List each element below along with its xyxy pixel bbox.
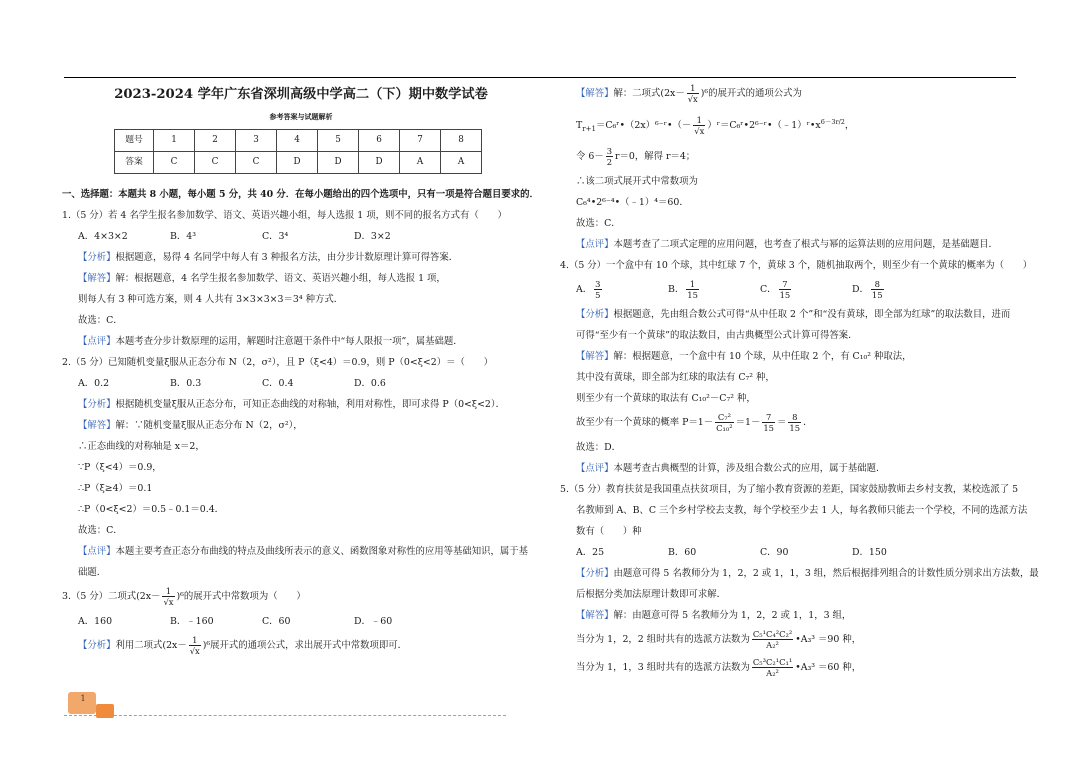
denominator: A₂² [766, 668, 779, 678]
case-result: •A₃³ ＝60 种， [795, 662, 862, 673]
table-cell: A [400, 152, 441, 174]
comment-text: 本题考查古典概型的计算，涉及组合数公式的应用，属于基础题． [613, 463, 886, 474]
analysis [62, 394, 540, 415]
analysis-text: 由题意可得 5 名教师分为 1，2，2 或 1，1，3 组，然后根据排列组合的计数性质分别求出方法数，最 [613, 568, 1039, 579]
option-a: A．0.2 [78, 378, 110, 389]
table-header-cell: 题号 [115, 130, 154, 152]
fraction [762, 412, 775, 433]
fraction [594, 279, 601, 300]
numerator: 1 [687, 83, 699, 94]
q3-expr: (2x－ [136, 591, 161, 602]
question-5-cont: 名教师到 A、B、C 三个乡村学校去支教，每个学校至少去 1 人，每名教师只能去一个学校，不同的选派方法 [576, 505, 1028, 516]
question-4: 4.（5 分）一个盒中有 10 个球，其中红球 7 个，黄球 3 个，随机抽取两个，则至少有一个黄球的概率为（ ） [560, 260, 1033, 271]
table-header-cell: 答案 [115, 152, 154, 174]
comment-tag: 【点评】 [78, 336, 116, 347]
option-d: D．0.6 [354, 378, 386, 389]
comment [560, 234, 1020, 255]
denominator: 2 [606, 157, 613, 167]
table-cell: 5 [318, 130, 359, 152]
numerator: 8 [871, 279, 884, 290]
numerator: 1 [693, 115, 705, 126]
exponent: 6－3r/2 [820, 118, 845, 126]
options-row [62, 373, 540, 394]
denominator: 15 [789, 423, 801, 433]
exam-subtitle: 参考答案与试题解析 [269, 112, 333, 121]
solution-line: ∴P（0<ξ<2）＝0.5﹣0.1＝0.4． [78, 504, 225, 515]
question-3 [62, 583, 540, 611]
prob-eq: ＝1－ [735, 417, 761, 428]
solution-tag: 【解答】 [576, 610, 614, 621]
table-cell: 3 [236, 130, 277, 152]
option-d: D．﹣60 [354, 616, 393, 627]
general-term [560, 108, 1020, 143]
expr: (2x－ [660, 88, 685, 99]
table-cell: C [154, 152, 195, 174]
answer-line: 故选：C． [576, 218, 621, 229]
numerator: 8 [788, 412, 801, 423]
solution [560, 605, 1020, 626]
comment-text: 本题考查了二项式定理的应用问题，也考查了根式与幂的运算法则的应用问题，是基础题目． [613, 239, 998, 250]
option-d [852, 276, 886, 304]
footer-dashed-line [64, 715, 506, 716]
comment-tag: 【点评】 [78, 546, 116, 557]
table-row [115, 130, 482, 152]
analysis-text: 根据题意，先由组合数公式可得“从中任取 2 个”和“没有黄球，即全部为红球”的取法数目，进而 [613, 309, 1011, 320]
fraction [871, 279, 884, 300]
question-2: 2.（5 分）已知随机变量ξ服从正态分布 N（2，σ²），且 P（ξ<4）＝0.9，则 P（0<ξ<2）＝（ ） [62, 357, 493, 368]
option-b: B．4³ [170, 231, 196, 242]
options-row [560, 542, 1020, 563]
page-number: 1 [80, 694, 86, 703]
option-a-label: A． [576, 284, 593, 295]
analysis-tag: 【分析】 [576, 309, 614, 320]
question-5-cont: 数有（ ）种 [576, 526, 642, 537]
q3-text-end: )⁶的展开式中常数项为（ ） [176, 591, 306, 602]
solution [62, 415, 540, 436]
denominator: √x [687, 94, 698, 104]
denominator: A₂² [766, 640, 779, 650]
case-text: 当分为 1，1，3 组时共有的选派方法数为 [576, 662, 750, 673]
comment-tag: 【点评】 [576, 463, 614, 474]
solution-text: 解：二项式 [613, 88, 661, 99]
denominator: √x [189, 646, 200, 656]
solution-line: ∴正态曲线的对称轴是 x＝2， [78, 441, 205, 452]
numerator: 1 [686, 279, 699, 290]
denominator: 15 [763, 423, 775, 433]
numerator: 3 [606, 146, 613, 156]
analysis-tag: 【分析】 [576, 568, 614, 579]
table-cell: 6 [359, 130, 400, 152]
fraction [606, 146, 613, 167]
answer-line: 故选：C． [78, 315, 123, 326]
option-b: B．0.3 [170, 378, 202, 389]
denominator: 5 [595, 290, 601, 300]
comment-text-cont: 础题． [78, 567, 107, 578]
table-cell: D [318, 152, 359, 174]
fraction [693, 115, 705, 136]
table-cell: 2 [195, 130, 236, 152]
analysis-text: 根据题意，易得 4 名同学中每人有 3 种报名方法，由分步计数原理计算可得答案． [115, 252, 459, 263]
table-cell: C [236, 152, 277, 174]
option-b: B．﹣160 [170, 616, 214, 627]
solve-text: 令 6－ [576, 151, 604, 162]
option-c: C．60 [262, 616, 291, 627]
solution-line: 则每人有 3 种可选方案，则 4 人共有 3×3×3×3＝3⁴ 种方式． [78, 294, 344, 305]
answer-table [114, 129, 482, 174]
answer-line: 故选：C． [78, 525, 123, 536]
table-cell: D [359, 152, 400, 174]
option-b: B．60 [668, 547, 697, 558]
solution [560, 80, 1020, 108]
analysis-cont: 可得“至少有一个黄球”的取法数目，由古典概型公式计算可得答案． [576, 330, 858, 341]
option-c-label: C． [760, 284, 777, 295]
analysis-expr: (2x－ [162, 640, 187, 651]
fraction [715, 412, 733, 433]
fraction [162, 586, 174, 607]
solution-text: 解：由题意可得 5 名教师分为 1，2，2 或 1，1，3 组， [613, 610, 852, 621]
fraction [687, 83, 699, 104]
analysis-tag: 【分析】 [78, 252, 116, 263]
solution-text: 解：根据题意，4 名学生报名参加数学、语文、英语兴趣小组，每人选报 1 项， [115, 273, 446, 284]
comment-text: 本题考查分步计数原理的运用，解题时注意题干条件中“每人限报一项”，属基础题． [115, 336, 463, 347]
comment [62, 331, 540, 352]
table-cell: A [441, 152, 482, 174]
table-row [115, 152, 482, 174]
case-line [560, 654, 1020, 682]
option-a: A．4×3×2 [78, 231, 128, 242]
denominator: 15 [871, 290, 883, 300]
prob-eq-2: ＝ [777, 417, 787, 428]
probability-line [560, 409, 1020, 437]
section-heading: 一、选择题：本题共 8 小题，每小题 5 分，共 40 分．在每小题给出的四个选项中，只有一项是符合题目要求的． [62, 189, 539, 200]
analysis [560, 563, 1039, 584]
solution-text: 解：根据题意，一个盒中有 10 个球，从中任取 2 个，有 C₁₀² 种取法， [613, 351, 912, 362]
comment [62, 541, 540, 562]
fraction [779, 279, 792, 300]
options-row [62, 611, 540, 632]
option-d-label: D． [852, 284, 869, 295]
table-cell: C [195, 152, 236, 174]
analysis-text: 利用二项式 [115, 640, 163, 651]
option-a: A．160 [78, 616, 113, 627]
solve-text-end: r＝0，解得 r＝4； [615, 151, 696, 162]
term: ＝C₆ʳ•（2x）⁶⁻ʳ•（－ [595, 120, 692, 132]
solution-tag: 【解答】 [78, 420, 116, 431]
t-sub: r+1 [582, 125, 596, 133]
fraction [686, 279, 699, 300]
analysis-tag: 【分析】 [78, 399, 116, 410]
analysis [62, 632, 540, 660]
left-column [62, 80, 540, 660]
table-cell: 8 [441, 130, 482, 152]
solve-line [560, 143, 1020, 171]
solution [560, 346, 1020, 367]
solution-text: 解：∵随机变量ξ服从正态分布 N（2，σ²）， [115, 420, 303, 431]
numerator: 1 [162, 586, 174, 597]
fraction [752, 629, 793, 650]
solution-tag: 【解答】 [576, 351, 614, 362]
solution-tag: 【解答】 [576, 88, 614, 99]
solution-line: 则至少有一个黄球的取法有 C₁₀²－C₇² 种， [576, 393, 756, 404]
analysis-text-end: )⁶展开式的通项公式，求出展开式中常数项即可． [202, 640, 408, 651]
analysis-cont: 后根据分类加法原理计数即可求解． [576, 589, 727, 600]
option-c: C．0.4 [262, 378, 294, 389]
solution-line: ∴该二项式展开式中常数项为 [576, 176, 698, 187]
period: ． [803, 417, 813, 428]
fraction [752, 657, 793, 678]
numerator: C₇² [715, 412, 733, 423]
option-c: C．90 [760, 547, 789, 558]
term-2: ）ʳ＝C₆ʳ•2⁶⁻ʳ•（﹣1）ʳ•x [707, 120, 821, 132]
analysis-text: 根据随机变量ξ服从正态分布，可知正态曲线的对称轴，利用对称性，即可求得 P（0<ξ<2）． [115, 399, 505, 410]
denominator: 15 [687, 290, 698, 300]
fraction [189, 635, 201, 656]
comment-text: 本题主要考查正态分布曲线的特点及曲线所表示的意义、函数图象对称性的应用等基础知识，属于基 [115, 546, 529, 557]
option-a [576, 276, 668, 304]
options-row [560, 276, 1020, 304]
denominator: √x [694, 126, 705, 137]
options-row [62, 226, 540, 247]
question-5: 5.（5 分）教育扶贫是我国重点扶贫项目，为了缩小教育资源的差距，国家鼓励教师去乡村支教，某校选派了 5 [560, 484, 1019, 495]
table-cell: 4 [277, 130, 318, 152]
option-d: D．150 [852, 547, 887, 558]
comment-tag: 【点评】 [576, 239, 614, 250]
case-result: •A₃³ ＝90 种， [795, 634, 862, 645]
table-cell: D [277, 152, 318, 174]
analysis-tag: 【分析】 [78, 640, 116, 651]
case-line [560, 626, 1020, 654]
solution-line: ∵P（ξ<4）＝0.9， [78, 462, 162, 473]
comma: ， [844, 120, 855, 132]
numerator: 3 [595, 279, 601, 289]
exam-title: 2023-2024 学年广东省深圳高级中学高二（下）期中数学试卷 [114, 87, 488, 102]
solution-tag: 【解答】 [78, 273, 116, 284]
fraction [788, 412, 801, 433]
numerator: C₅³C₂¹C₁¹ [752, 657, 793, 667]
numerator: 7 [779, 279, 792, 290]
header-rule [64, 77, 1016, 78]
table-cell: 1 [154, 130, 195, 152]
solution-line: 其中没有黄球，即全部为红球的取法有 C₇² 种， [576, 372, 775, 383]
numerator: 1 [189, 635, 201, 646]
answer-line: 故选：D． [576, 442, 622, 453]
solution-text-end: )⁶的展开式的通项公式为 [700, 88, 802, 99]
table-cell: 7 [400, 130, 441, 152]
solution-line: C₆⁴•2⁶⁻⁴•（﹣1）⁴＝60． [576, 197, 689, 208]
option-c [760, 276, 852, 304]
t: T [576, 120, 583, 132]
case-text: 当分为 1，2，2 组时共有的选派方法数为 [576, 634, 750, 645]
option-b [668, 276, 760, 304]
right-column [560, 80, 1039, 682]
comment [560, 458, 1020, 479]
option-d: D．3×2 [354, 231, 391, 242]
denominator: 15 [779, 290, 791, 300]
question-1: 1.（5 分）若 4 名学生报名参加数学、语文、英语兴趣小组，每人选报 1 项，则不同的报名方式有（ ） [62, 210, 507, 221]
numerator: 7 [762, 412, 775, 423]
analysis [62, 247, 540, 268]
option-c: C．3⁴ [262, 231, 289, 242]
solution [62, 268, 540, 289]
option-b-label: B． [668, 284, 685, 295]
numerator: C₅¹C₄²C₂² [752, 629, 793, 639]
denominator: √x [163, 597, 174, 607]
q3-text: 3.（5 分）二项式 [62, 591, 137, 602]
option-a: A．25 [576, 547, 605, 558]
prob-text: 故至少有一个黄球的概率 P＝1－ [576, 417, 714, 428]
denominator: C₁₀² [716, 423, 733, 433]
solution-line: ∴P（ξ≥4）＝0.1 [78, 483, 153, 494]
analysis [560, 304, 1020, 325]
